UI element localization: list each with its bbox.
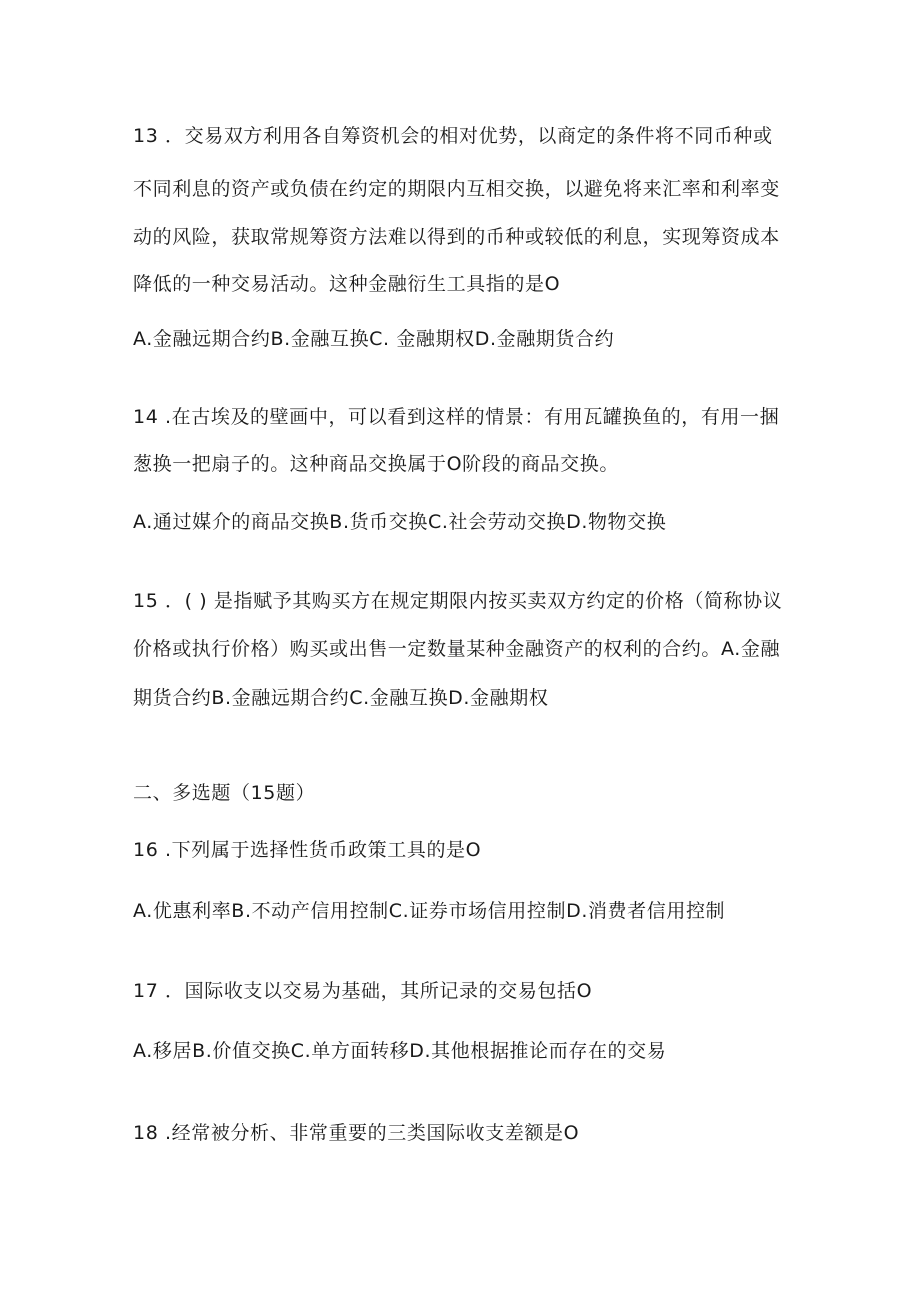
section-heading: 二、多选题（15题） xyxy=(133,782,316,804)
q17-options: A.移居B.价值交换C.单方面转移D.其他根据推论而存在的交易 xyxy=(133,1040,667,1062)
q13-line-4: 降低的一种交易活动。这种金融衍生工具指的是O xyxy=(133,273,561,295)
q15-line-1: 15 ．( ) 是指赋予其购买方在规定期限内按买卖双方约定的价格（简称协议 xyxy=(133,590,783,612)
q16-line-1: 16 .下列属于选择性货币政策工具的是O xyxy=(133,839,482,861)
q15-line-2: 价格或执行价格）购买或出售一定数量某种金融资产的权利的合约。A.金融 xyxy=(133,638,781,660)
q16-options: A.优惠利率B.不动产信用控制C.证券市场信用控制D.消费者信用控制 xyxy=(133,900,726,922)
q13-line-1: 13 ．交易双方利用各自筹资机会的相对优势，以商定的条件将不同币种或 xyxy=(133,125,773,147)
q15-line-3: 期货合约B.金融远期合约C.金融互换D.金融期权 xyxy=(133,687,549,709)
q14-line-2: 葱换一把扇子的。这种商品交换属于O阶段的商品交换。 xyxy=(133,453,619,475)
q13-line-2: 不同利息的资产或负债在约定的期限内互相交换，以避免将来汇率和利率变 xyxy=(133,178,780,200)
q14-line-1: 14 .在古埃及的壁画中，可以看到这样的情景：有用瓦罐换鱼的，有用一捆 xyxy=(133,406,780,428)
q14-options: A.通过媒介的商品交换B.货币交换C.社会劳动交换D.物物交换 xyxy=(133,511,667,533)
q17-line-1: 17 ．国际收支以交易为基础，其所记录的交易包括O xyxy=(133,980,593,1002)
q18-line-1: 18 .经常被分析、非常重要的三类国际收支差额是O xyxy=(133,1122,580,1144)
q13-line-3: 动的风险，获取常规筹资方法难以得到的币种或较低的利息，实现筹资成本 xyxy=(133,226,780,248)
q13-options: A.金融远期合约B.金融互换C. 金融期权D.金融期货合约 xyxy=(133,328,615,350)
